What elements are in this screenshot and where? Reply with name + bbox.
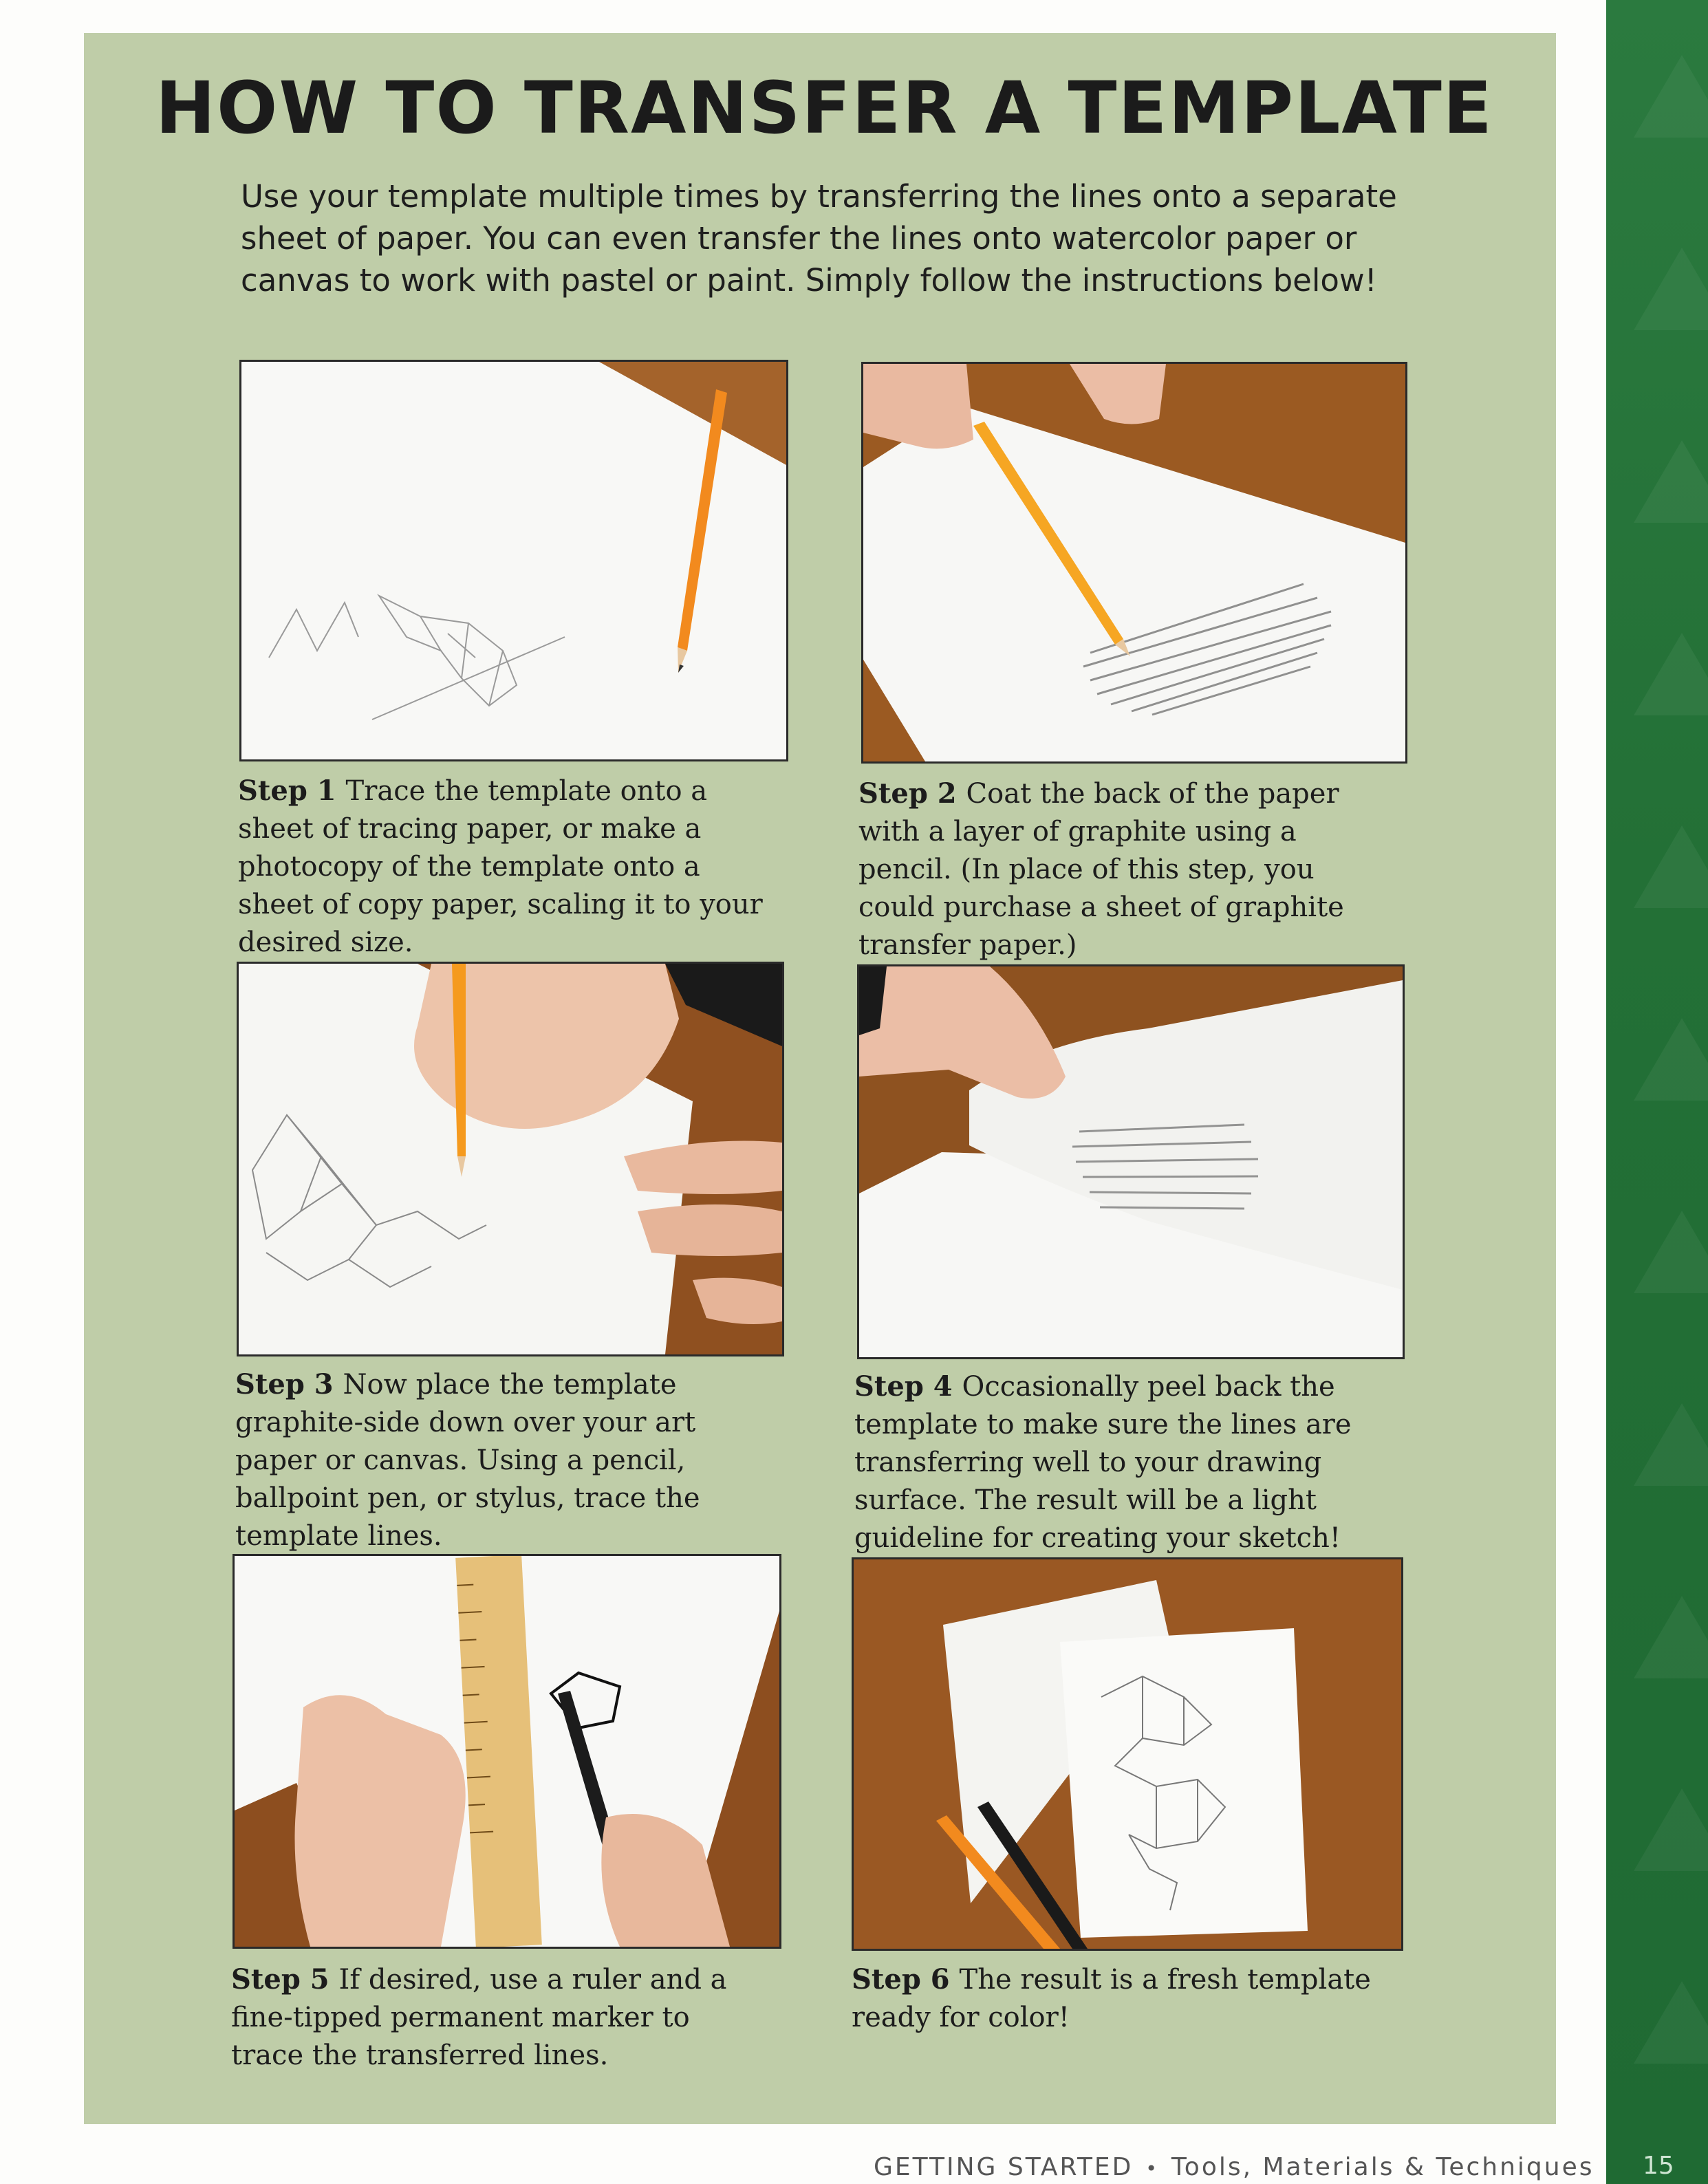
step-4-photo — [857, 964, 1405, 1359]
step-5-caption — [231, 1960, 768, 2075]
step-1-caption — [238, 772, 775, 962]
running-footer — [874, 2153, 1595, 2181]
step-5-photo — [233, 1554, 781, 1949]
step-3-text: Now place the template graphite-side down over your art paper or canvas. Using a pencil, ballpoint pen, or stylus, trace the template lines. — [235, 1369, 700, 1552]
step-5-label: Step 5 — [231, 1963, 329, 1996]
step-3-caption — [235, 1365, 772, 1555]
step-2-photo — [861, 362, 1407, 764]
step-2-caption — [858, 775, 1395, 964]
step-1-photo — [239, 360, 788, 761]
step-1-label: Step 1 — [238, 775, 336, 807]
step-2-label: Step 2 — [858, 777, 957, 810]
step-6-caption — [852, 1960, 1388, 2037]
step-3-photo — [237, 962, 784, 1356]
footer-section: GETTING STARTED — [874, 2153, 1134, 2181]
step-6-text: The result is a fresh template ready for color! — [852, 1964, 1371, 2033]
step-6-label: Step 6 — [852, 1963, 950, 1996]
intro-paragraph: Use your template multiple times by transferring the lines onto a separate sheet of paper. You can even transfer the lines onto watercolor paper or canvas to work with pastel or paint. Simply follow the instructions below! — [241, 178, 1397, 299]
step-2-text: Coat the back of the paper with a layer of graphite using a pencil. (In place of this step, you could purchase a sheet of graphite transfer paper.) — [858, 778, 1344, 961]
step-5-text: If desired, use a ruler and a fine-tipped permanent marker to trace the transferred lines. — [231, 1964, 727, 2071]
step-4-text: Occasionally peel back the template to make sure the lines are transferring well to your drawing surface. The result will be a light guideline for creating your sketch! — [854, 1371, 1352, 1554]
step-3-label: Step 3 — [235, 1368, 334, 1401]
step-1-text: Trace the template onto a sheet of tracing paper, or make a photocopy of the template onto a sheet of copy paper, scaling it to your desired size. — [238, 775, 763, 958]
footer-subsection: Tools, Materials & Techniques — [1171, 2153, 1595, 2181]
decorative-side-strip — [1606, 0, 1708, 2184]
step-4-label: Step 4 — [854, 1370, 953, 1403]
step-4-caption — [854, 1367, 1391, 1557]
page-number: 15 — [1643, 2152, 1674, 2180]
page-title: HOW TO TRANSFER A TEMPLATE — [155, 66, 1493, 150]
footer-separator: • — [1145, 2157, 1159, 2180]
step-6-photo — [852, 1557, 1403, 1951]
